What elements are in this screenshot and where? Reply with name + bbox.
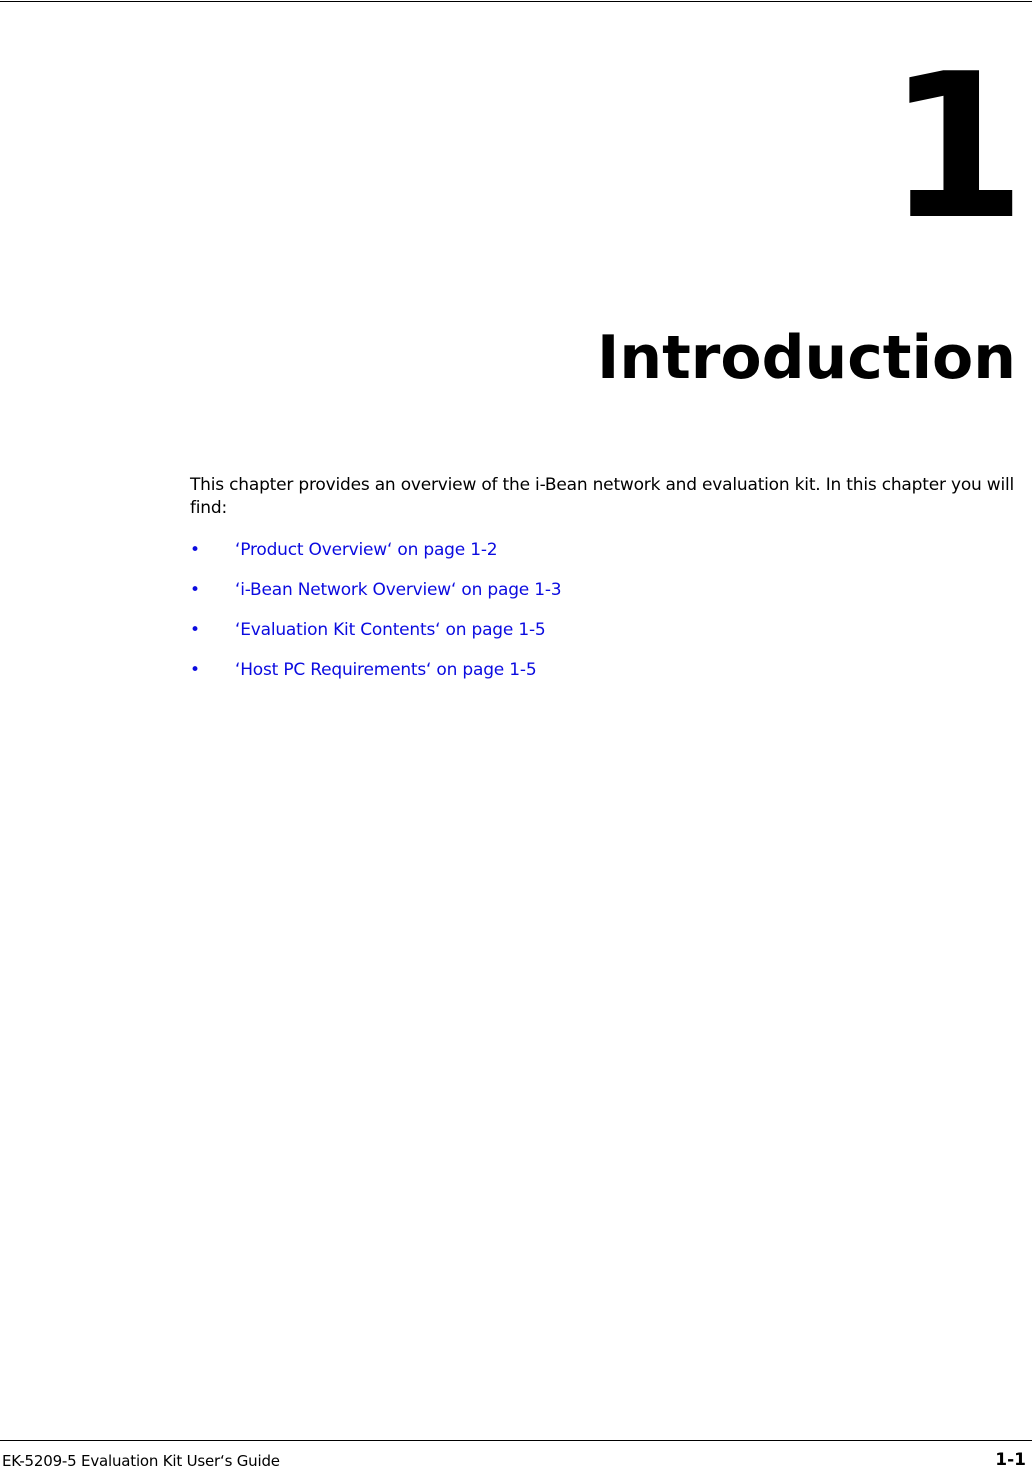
footer-rule [0, 1440, 1032, 1441]
chapter-number: 1 [886, 31, 1024, 264]
list-item [190, 618, 561, 658]
bullet-icon: • [190, 620, 201, 640]
footer-page-number: 1-1 [995, 1450, 1026, 1470]
intro-paragraph: This chapter provides an overview of the i-Bean network and evaluation kit. In this chapter you will find: [190, 475, 1015, 518]
list-item [190, 578, 561, 618]
footer-document-title: EK-5209-5 Evaluation Kit User‘s Guide [2, 1452, 280, 1470]
bullet-icon: • [190, 660, 201, 680]
header-rule [0, 1, 1032, 2]
list-item [190, 538, 561, 578]
list-item [190, 658, 561, 698]
link-host-pc-requirements[interactable]: ‘Host PC Requirements‘ on page 1-5 [235, 660, 537, 680]
link-evaluation-kit-contents[interactable]: ‘Evaluation Kit Contents‘ on page 1-5 [235, 620, 546, 640]
chapter-title: Introduction [597, 323, 1016, 393]
link-product-overview[interactable]: ‘Product Overview‘ on page 1-2 [235, 540, 498, 560]
chapter-contents-list [190, 538, 561, 698]
bullet-icon: • [190, 540, 201, 560]
link-ibean-network-overview[interactable]: ‘i-Bean Network Overview‘ on page 1-3 [235, 580, 562, 600]
bullet-icon: • [190, 580, 201, 600]
